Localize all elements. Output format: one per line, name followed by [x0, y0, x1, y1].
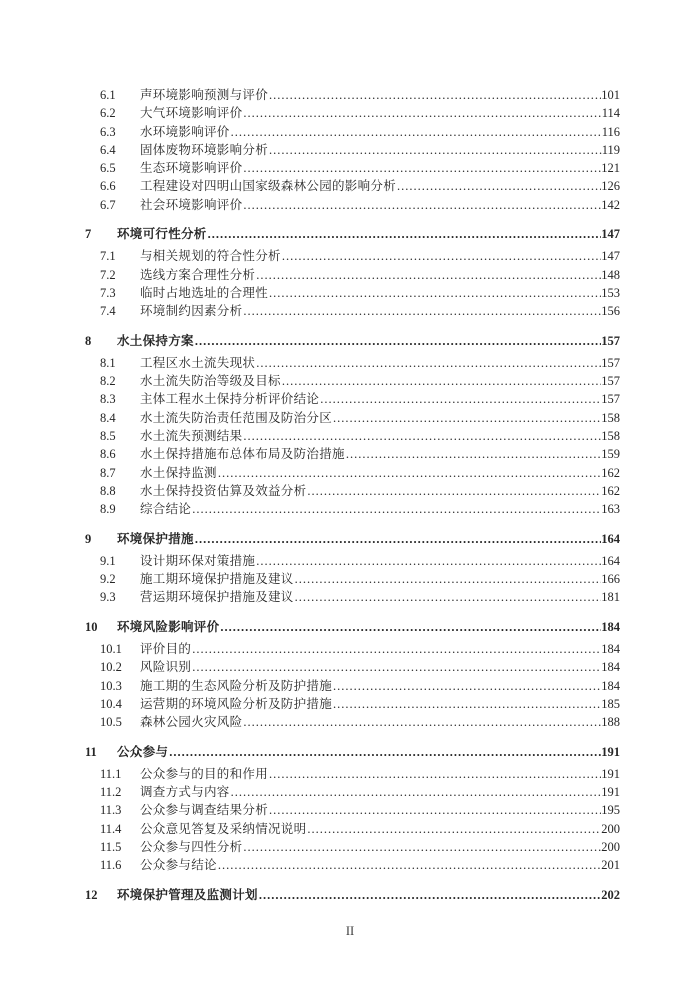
toc-section-entry	[0, 783, 700, 801]
toc-section-entry	[0, 838, 700, 856]
toc-entry-page: 157	[601, 374, 620, 389]
toc-entry-title: 营运期环境保护措施及建议	[140, 590, 294, 605]
toc-chapter-entry	[0, 530, 700, 548]
toc-section-entry	[0, 856, 700, 874]
toc-entry-title: 工程建设对四明山国家级森林公园的影响分析	[140, 179, 397, 194]
toc-entry-title: 森林公园火灾风险	[140, 715, 243, 730]
dot-leader	[243, 838, 601, 856]
toc-entry-title: 评价目的	[140, 642, 192, 657]
toc-entry-title: 固体废物环境影响分析	[140, 142, 269, 157]
toc-entry-title: 环境保护措施	[117, 531, 194, 546]
toc-entry-title: 水土流失预测结果	[140, 429, 243, 444]
dot-leader	[169, 743, 601, 761]
toc-entry-number: 6.4	[100, 142, 116, 157]
toc-entry-number: 8.5	[100, 429, 116, 444]
toc-entry-title: 水土流失防治责任范围及防治分区	[140, 410, 333, 425]
toc-entry-page: 101	[601, 88, 620, 102]
toc-entry-page: 184	[601, 678, 620, 693]
toc-entry-page: 162	[601, 465, 620, 480]
toc-entry-title: 综合结论	[140, 502, 192, 517]
toc-entry-title: 运营期的环境风险分析及防护措施	[140, 696, 333, 711]
toc-section-entry	[0, 354, 700, 372]
toc-entry-title: 环境制约因素分析	[140, 304, 243, 319]
toc-section-entry	[0, 372, 700, 390]
toc-entry-title: 水土保持方案	[117, 333, 194, 348]
toc-entry-title: 环境风险影响评价	[117, 619, 220, 634]
toc-entry-number: 6.1	[100, 88, 116, 102]
toc-entry-title: 施工期的生态风险分析及防护措施	[140, 678, 333, 693]
toc-entry-page: 185	[601, 696, 620, 711]
toc-entry-number: 10	[85, 619, 98, 634]
toc-entry-title: 水土保持监测	[140, 465, 217, 480]
dot-leader	[218, 464, 601, 482]
toc-entry-page: 184	[601, 660, 620, 675]
toc-entry-number: 8.3	[100, 392, 116, 407]
dot-leader	[243, 104, 601, 122]
toc-entry-number: 8.1	[100, 355, 116, 370]
toc-entry-page: 200	[601, 839, 620, 854]
toc-section-entry	[0, 445, 700, 463]
toc-entry-number: 11.2	[100, 785, 122, 800]
dot-leader	[269, 141, 602, 159]
toc-entry-page: 157	[601, 333, 620, 348]
toc-section-entry	[0, 427, 700, 445]
toc-entry-title: 社会环境影响评价	[140, 197, 243, 212]
toc-entry-number: 8.2	[100, 374, 116, 389]
dot-leader	[243, 159, 601, 177]
toc-entry-number: 6.3	[100, 124, 116, 139]
toc-section-entry	[0, 640, 700, 658]
dot-leader	[195, 332, 601, 350]
toc-entry-title: 调查方式与内容	[140, 785, 230, 800]
toc-entry-title: 声环境影响预测与评价	[140, 88, 269, 102]
toc-entry-title: 公众参与	[117, 744, 169, 759]
toc-entry-number: 10.3	[100, 678, 122, 693]
dot-leader	[269, 284, 601, 302]
toc-entry-page: 201	[601, 858, 620, 873]
toc-entry-title: 主体工程水土保持分析评价结论	[140, 392, 320, 407]
toc-entry-number: 9	[85, 531, 92, 546]
toc-section-entry	[0, 159, 700, 177]
toc-entry-title: 风险识别	[140, 660, 192, 675]
dot-leader	[259, 886, 601, 904]
dot-leader	[256, 266, 601, 284]
dot-leader	[269, 801, 601, 819]
toc-section-entry	[0, 464, 700, 482]
toc-entry-title: 水土保持投资估算及效益分析	[140, 483, 307, 498]
toc-entry-number: 6.6	[100, 179, 116, 194]
toc-entry-page: 157	[601, 392, 620, 407]
toc-entry-page: 191	[601, 785, 620, 800]
toc-entry-number: 8.8	[100, 483, 116, 498]
toc-entry-number: 7.2	[100, 267, 116, 282]
toc-entry-title: 水土保持措施布总体布局及防治措施	[140, 447, 345, 462]
dot-leader	[220, 618, 601, 636]
dot-leader	[269, 765, 601, 783]
toc-entry-number: 11	[85, 744, 97, 759]
toc-entry-title: 公众参与结论	[140, 858, 217, 873]
dot-leader	[256, 354, 601, 372]
toc-section-entry	[0, 141, 700, 159]
toc-entry-number: 10.2	[100, 660, 122, 675]
dot-leader	[192, 658, 601, 676]
toc-entry-page: 157	[601, 355, 620, 370]
toc-section-entry	[0, 266, 700, 284]
toc-entry-page: 121	[601, 161, 620, 176]
toc-section-entry	[0, 500, 700, 518]
toc-entry-number: 10.1	[100, 642, 122, 657]
toc-entry-title: 工程区水土流失现状	[140, 355, 256, 370]
toc-section-entry	[0, 284, 700, 302]
toc-section-entry	[0, 302, 700, 320]
toc-entry-number: 8.4	[100, 410, 116, 425]
toc-entry-title: 临时占地选址的合理性	[140, 285, 269, 300]
dot-leader	[333, 695, 601, 713]
toc-entry-number: 10.4	[100, 696, 122, 711]
dot-leader	[243, 302, 601, 320]
toc-entry-page: 126	[601, 179, 620, 194]
toc-entry-page: 162	[601, 483, 620, 498]
toc-section-entry	[0, 390, 700, 408]
dot-leader	[192, 640, 601, 658]
toc-entry-page: 202	[601, 887, 620, 902]
toc-entry-number: 9.2	[100, 572, 116, 587]
toc-entry-page: 147	[601, 227, 620, 242]
toc-entry-title: 水环境影响评价	[140, 124, 230, 139]
toc-entry-number: 12	[85, 887, 98, 902]
toc-entry-page: 164	[601, 531, 620, 546]
toc-section-entry	[0, 86, 700, 104]
toc-entry-page: 191	[601, 766, 620, 781]
toc-section-entry	[0, 104, 700, 122]
toc-entry-number: 6.5	[100, 161, 116, 176]
toc-entry-page: 142	[601, 197, 620, 212]
toc-section-entry	[0, 820, 700, 838]
toc-entry-page: 164	[601, 553, 620, 568]
toc-entry-title: 公众参与调查结果分析	[140, 803, 269, 818]
toc-entry-page: 163	[601, 502, 620, 517]
toc-entry-title: 生态环境影响评价	[140, 161, 243, 176]
toc-entry-page: 188	[601, 715, 620, 730]
dot-leader	[256, 552, 601, 570]
toc-entry-number: 11.1	[100, 766, 122, 781]
dot-leader	[346, 445, 601, 463]
toc-entry-number: 7.4	[100, 304, 116, 319]
dot-leader	[243, 427, 601, 445]
toc-entry-title: 施工期环境保护措施及建议	[140, 572, 294, 587]
toc-section-entry	[0, 409, 700, 427]
toc-entry-title: 公众参与的目的和作用	[140, 766, 269, 781]
toc-section-entry	[0, 765, 700, 783]
toc-entry-number: 7.1	[100, 249, 116, 264]
toc-section-entry	[0, 247, 700, 265]
toc-section-entry	[0, 588, 700, 606]
toc-section-entry	[0, 123, 700, 141]
dot-leader	[282, 372, 601, 390]
toc-entry-title: 水土流失防治等级及目标	[140, 374, 281, 389]
toc-entry-page: 159	[601, 447, 620, 462]
toc-entry-page: 148	[601, 267, 620, 282]
toc-section-entry	[0, 570, 700, 588]
toc-entry-title: 设计期环保对策措施	[140, 553, 256, 568]
dot-leader	[295, 570, 602, 588]
toc-entry-number: 9.1	[100, 553, 116, 568]
dot-leader	[307, 482, 601, 500]
page-number-footer: II	[345, 924, 355, 938]
dot-leader	[333, 409, 601, 427]
toc-entry-title: 公众参与四性分析	[140, 839, 243, 854]
dot-leader	[320, 390, 601, 408]
toc-entry-number: 7	[85, 227, 92, 242]
toc-entry-number: 8.9	[100, 502, 116, 517]
toc-entry-page: 147	[601, 249, 620, 264]
dot-leader	[195, 530, 601, 548]
toc-entry-title: 环境可行性分析	[117, 227, 207, 242]
toc-entry-page: 195	[601, 803, 620, 818]
toc-entry-title: 公众意见答复及采纳情况说明	[140, 821, 307, 836]
toc-entry-page: 181	[601, 590, 620, 605]
toc-entry-page: 153	[601, 285, 620, 300]
toc-chapter-entry	[0, 743, 700, 761]
toc-entry-number: 11.5	[100, 839, 122, 854]
toc-entry-number: 6.7	[100, 197, 116, 212]
toc-entry-title: 大气环境影响评价	[140, 106, 243, 121]
toc-entry-number: 11.3	[100, 803, 122, 818]
toc-entry-number: 8	[85, 333, 92, 348]
toc-entry-page: 158	[601, 410, 620, 425]
toc-entry-number: 7.3	[100, 285, 116, 300]
toc-section-entry	[0, 658, 700, 676]
toc-chapter-entry	[0, 618, 700, 636]
toc-entry-number: 9.3	[100, 590, 116, 605]
toc-entry-page: 116	[601, 124, 620, 139]
toc-section-entry	[0, 552, 700, 570]
toc-section-entry	[0, 177, 700, 195]
toc-entry-page: 156	[601, 304, 620, 319]
dot-leader	[243, 196, 601, 214]
toc-section-entry	[0, 482, 700, 500]
dot-leader	[295, 588, 602, 606]
toc-entry-page: 119	[601, 142, 620, 157]
toc-entry-title: 与相关规划的符合性分析	[140, 249, 281, 264]
dot-leader	[231, 123, 602, 141]
toc-chapter-entry	[0, 225, 700, 243]
toc-entry-page: 158	[601, 429, 620, 444]
toc-entry-page: 184	[601, 642, 620, 657]
toc-chapter-entry	[0, 332, 700, 350]
dot-leader	[243, 713, 601, 731]
toc-section-entry	[0, 801, 700, 819]
dot-leader	[282, 247, 601, 265]
dot-leader	[333, 677, 601, 695]
dot-leader	[218, 856, 601, 874]
dot-leader	[307, 820, 601, 838]
toc-entry-page: 184	[601, 619, 620, 634]
dot-leader	[397, 177, 601, 195]
toc-section-entry	[0, 196, 700, 214]
toc-entry-number: 8.7	[100, 465, 116, 480]
toc-section-entry	[0, 677, 700, 695]
toc-list	[0, 86, 700, 908]
toc-entry-title: 环境保护管理及监测计划	[117, 887, 258, 902]
toc-entry-page: 166	[601, 572, 620, 587]
toc-entry-page: 200	[601, 821, 620, 836]
dot-leader	[208, 225, 602, 243]
toc-section-entry	[0, 695, 700, 713]
toc-chapter-entry	[0, 886, 700, 904]
toc-entry-page: 114	[601, 106, 620, 121]
toc-entry-number: 11.4	[100, 821, 122, 836]
toc-entry-page: 191	[601, 744, 620, 759]
toc-entry-number: 8.6	[100, 447, 116, 462]
toc-section-entry	[0, 713, 700, 731]
toc-entry-title: 选线方案合理性分析	[140, 267, 256, 282]
dot-leader	[192, 500, 601, 518]
toc-entry-number: 11.6	[100, 858, 122, 873]
toc-entry-number: 6.2	[100, 106, 116, 121]
toc-entry-number: 10.5	[100, 715, 122, 730]
dot-leader	[269, 86, 601, 104]
dot-leader	[231, 783, 602, 801]
